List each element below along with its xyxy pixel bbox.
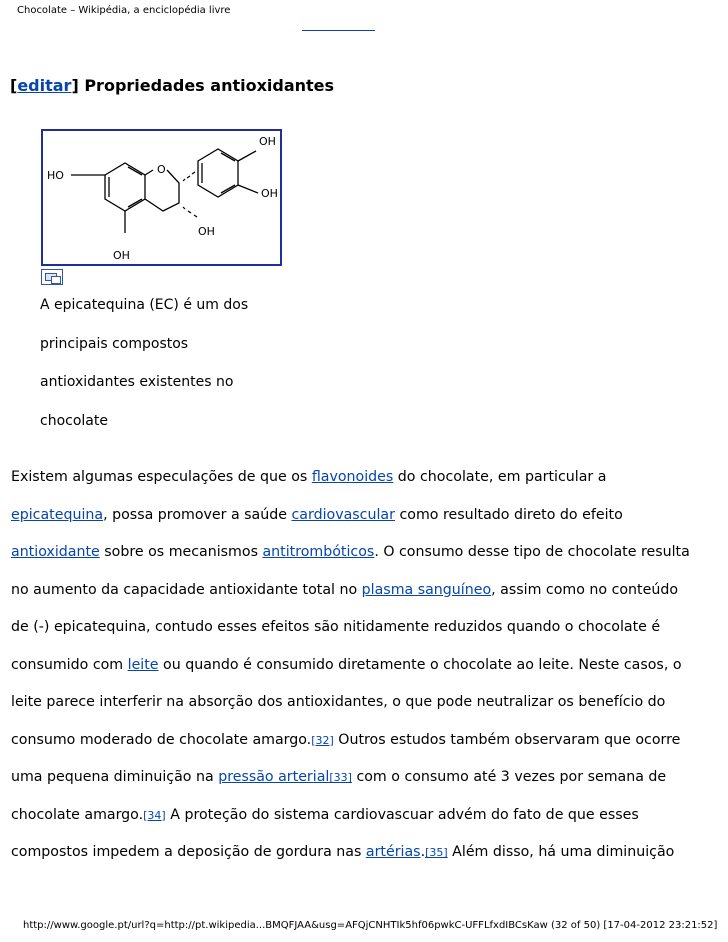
paragraph-line: [11, 459, 711, 497]
caption-line: A epicatequina (EC) é um dos: [40, 297, 249, 313]
paragraph-text: chocolate amargo.: [11, 806, 144, 823]
paragraph-text: compostos impedem a deposição de gordura nas: [11, 844, 366, 860]
article-paragraph: [11, 459, 711, 872]
oh-label-bottom: OH: [113, 249, 130, 262]
oh-label-top: OH: [259, 135, 276, 148]
bracket-close: ]: [71, 76, 79, 95]
paragraph-text: , assim como no conteúdo: [491, 581, 679, 598]
wiki-link[interactable]: antioxidante: [11, 544, 100, 560]
paragraph-line: [11, 609, 711, 647]
paragraph-text: do chocolate, em particular a: [393, 469, 607, 485]
ring-a: [105, 163, 145, 211]
paragraph-text: sobre os mecanismos: [99, 544, 263, 560]
reference-link[interactable]: [35]: [425, 846, 448, 859]
epicatechin-structure-image[interactable]: [41, 129, 282, 266]
wiki-link[interactable]: cardiovascular: [291, 506, 395, 523]
wiki-link[interactable]: artérias: [365, 844, 421, 860]
caption-line: principais compostos: [40, 335, 189, 352]
ring-oxygen-label: O: [157, 163, 166, 176]
wiki-link[interactable]: flavonoides: [311, 469, 394, 485]
paragraph-text: com o consumo até 3 vezes por semana de: [351, 769, 667, 785]
paragraph-text: como resultado direto do efeito: [394, 506, 623, 523]
paragraph-text: consumo moderado de chocolate amargo.: [11, 731, 312, 748]
paragraph-line: [11, 497, 711, 535]
paragraph-text: , possa promover a saúde: [103, 506, 292, 523]
paragraph-text: Existem algumas especulações de que os: [11, 469, 312, 485]
reference-link[interactable]: [34]: [143, 808, 166, 822]
bracket-open: [: [10, 76, 18, 95]
wiki-link[interactable]: epicatequina: [11, 506, 104, 523]
oh-label-right: OH: [261, 187, 278, 200]
paragraph-text: leite parece interferir na absorção dos antioxidantes, o que pode neutralizar os benefício do: [11, 694, 666, 710]
paragraph-text: .: [420, 844, 426, 860]
paragraph-text: uma pequena diminuição na: [11, 769, 219, 785]
paragraph-line: [11, 759, 711, 797]
edit-section-link[interactable]: editar: [17, 76, 72, 95]
epicatechin-structure-drawing: [43, 131, 280, 264]
top-link-rule: [302, 30, 375, 31]
paragraph-text: ou quando é consumido diretamente o chocolate ao leite. Neste casos, o: [158, 656, 682, 673]
paragraph-text: Outros estudos também observaram que ocorre: [333, 731, 681, 748]
caption-line: chocolate: [40, 412, 108, 429]
figure-caption: [40, 286, 270, 440]
caption-line: antioxidantes existentes no: [40, 374, 234, 390]
paragraph-text: . O consumo desse tipo de chocolate resulta: [374, 544, 690, 560]
ho-label: HO: [47, 169, 64, 182]
paragraph-line: [11, 647, 711, 685]
ring-c: [145, 170, 179, 211]
paragraph-text: Além disso, há uma diminuição: [447, 844, 675, 860]
paragraph-line: [11, 797, 711, 835]
paragraph-line: [11, 534, 711, 572]
paragraph-line: [11, 722, 711, 760]
section-title: Propriedades antioxidantes: [84, 76, 335, 95]
paragraph-text: consumido com: [11, 656, 128, 673]
paragraph-text: de (-) epicatequina, contudo esses efeitos são nitidamente reduzidos quando o chocolate é: [11, 619, 661, 635]
ring-b: [198, 149, 238, 197]
paragraph-text: no aumento da capacidade antioxidante total no: [11, 581, 362, 598]
paragraph-line: [11, 684, 711, 722]
page-footer-url: http://www.google.pt/url?q=http://pt.wikipedia...BMQFJAA&usg=AFQjCNHTIk5hf06pwkC-UFFLfxdIBCsKaw (32 of 50) [17-04-2012 23:21:52]: [23, 920, 718, 931]
wiki-link[interactable]: antitrombóticos: [262, 544, 375, 560]
wiki-link[interactable]: pressão arterial: [218, 769, 330, 785]
paragraph-line: [11, 834, 711, 872]
paragraph-line: [11, 572, 711, 610]
section-heading: [10, 76, 334, 95]
paragraph-text: A proteção do sistema cardiovascuar advém do fato de que esses: [165, 806, 639, 823]
enlarge-icon[interactable]: [41, 269, 63, 285]
reference-link[interactable]: [33]: [329, 771, 352, 784]
reference-link[interactable]: [32]: [311, 733, 334, 747]
wiki-link[interactable]: plasma sanguíneo: [361, 581, 492, 598]
page-header-title: Chocolate – Wikipédia, a enciclopédia livre: [17, 5, 231, 16]
oh-label-middle: OH: [198, 225, 215, 238]
wiki-link[interactable]: leite: [127, 656, 159, 673]
